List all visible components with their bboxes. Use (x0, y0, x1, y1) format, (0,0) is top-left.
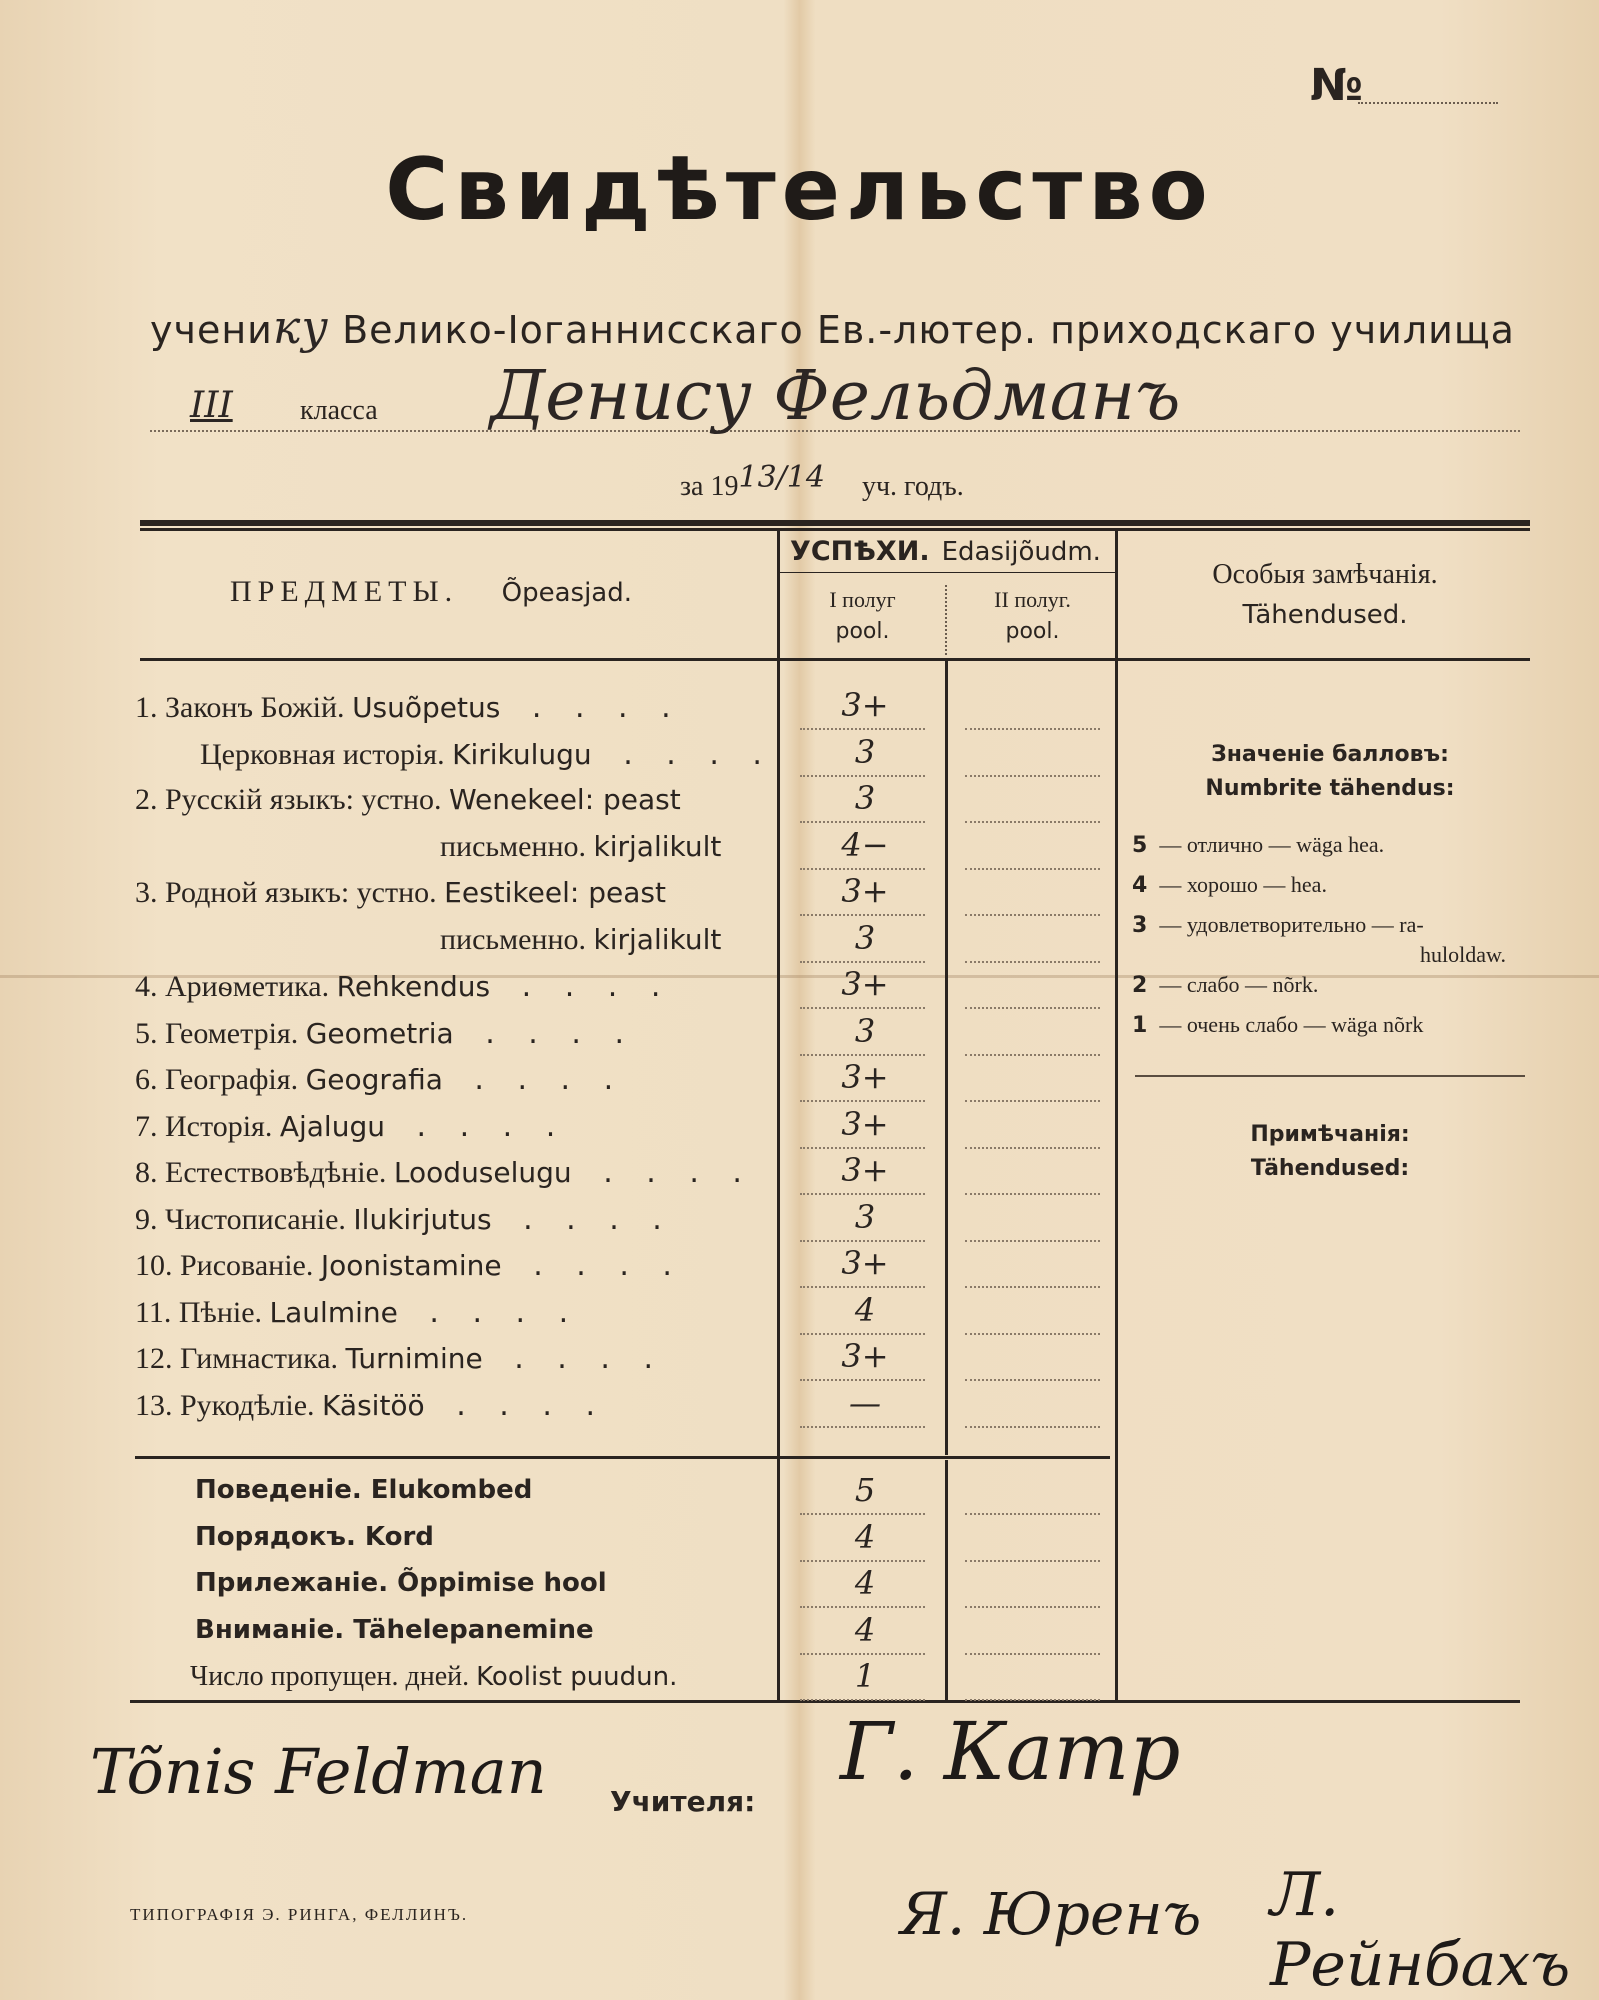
conduct-name-et: Kord (364, 1521, 434, 1552)
legend-item (1132, 972, 1318, 998)
school-line-prefix: учени (150, 308, 273, 352)
grade-line-half2 (965, 1193, 1100, 1195)
subject-name-et: kirjalikult (593, 829, 722, 863)
grade-line-half1 (800, 1054, 925, 1056)
grade-line-half1 (800, 1286, 925, 1288)
teacher2-signature: Я. Юренъ (900, 1880, 1202, 1948)
conduct-line-half1 (800, 1606, 925, 1608)
grade-line-half2 (965, 775, 1100, 777)
subject-name: 12. Гимнастика. (135, 1342, 339, 1375)
printer-imprint: ТИПОГРАФІЯ Э. РИНГА, ФЕЛЛИНЪ. (130, 1905, 469, 1924)
dot-leader: . . . . (434, 1387, 607, 1423)
grade-line-half2 (965, 1333, 1100, 1335)
subject-name-et: Ajalugu (279, 1109, 385, 1143)
conduct-line-half2 (965, 1513, 1100, 1515)
legend-text: — хорошо — hea. (1159, 872, 1327, 897)
grade-line-half2 (965, 1007, 1100, 1009)
legend-text: — слабо — nõrk. (1159, 972, 1319, 997)
number-mark: № (1310, 60, 1363, 111)
header-half1 (785, 584, 940, 648)
legend-number: 3 (1132, 913, 1148, 938)
grade-line-half1 (800, 1193, 925, 1195)
conduct-line-half1 (800, 1513, 925, 1515)
subject-row (135, 1248, 684, 1283)
subject-row (135, 783, 681, 817)
grade-line-half2 (965, 914, 1100, 916)
conduct-line-half1 (800, 1699, 925, 1701)
legend-item (1132, 912, 1424, 938)
col-divider-halves-lower (945, 1460, 948, 1700)
conduct-line-half2 (965, 1699, 1100, 1701)
col-divider-subjects (777, 530, 780, 1700)
subject-row (135, 1341, 665, 1376)
subject-name-et: kirjalikult (593, 922, 722, 956)
grade-line-half1 (800, 775, 925, 777)
subject-name: Церковная исторія. (200, 737, 445, 771)
conduct-row (195, 1615, 594, 1645)
grade-half1: 4 (854, 1290, 876, 1329)
dot-leader: . . . . (500, 969, 673, 1004)
col-divider-remarks (1115, 530, 1118, 1700)
legend-number: 4 (1132, 873, 1148, 898)
subject-name: 3. Родной языкъ: устно. (135, 876, 437, 909)
school-line-rest: Велико-Іоганнисскаго Ев.-лютер. приходскаго училища (329, 308, 1515, 352)
header-remarks-et: Tähendused. (1242, 600, 1408, 630)
conduct-grade: 4 (854, 1610, 876, 1649)
header-half1-ru: I полуг (829, 587, 896, 612)
grade-half1: 3+ (841, 1104, 889, 1143)
document-title: Свидѣтельство (385, 140, 1214, 240)
subject-row (440, 923, 721, 957)
legend-text: — очень слабо — wäga nõrk (1159, 1012, 1424, 1037)
grade-half1: 4− (841, 825, 889, 864)
conduct-name: Порядокъ. (195, 1521, 356, 1552)
grade-line-half1 (800, 1100, 925, 1102)
conduct-grade: 5 (854, 1471, 876, 1509)
grade-half1: 3+ (841, 872, 889, 910)
subject-row (135, 969, 672, 1004)
dot-leader: . . . . (452, 1062, 626, 1097)
grade-half1: 3+ (841, 686, 889, 724)
grade-line-half1 (800, 1007, 925, 1009)
subject-name: 5. Геометрія. (135, 1016, 299, 1050)
legend-text: — отлично — wäga hea. (1159, 832, 1385, 857)
grade-line-half1 (800, 728, 925, 730)
header-remarks-ru: Особыя замѣчанія. (1212, 559, 1438, 590)
grade-half1: 3 (854, 779, 876, 817)
legend-text: — удовлетворительно — ra- (1159, 912, 1424, 937)
subject-name: письменно. (440, 829, 587, 863)
grade-line-half2 (965, 1100, 1100, 1102)
table-top-rule (140, 520, 1530, 526)
subject-row (135, 1016, 636, 1051)
subject-row (135, 1388, 607, 1423)
grade-half1: 3 (854, 918, 876, 957)
subject-row (440, 830, 721, 864)
grade-line-half2 (965, 1240, 1100, 1242)
grade-line-half1 (800, 1379, 925, 1381)
subject-row (135, 690, 683, 725)
conduct-name-et: Tähelepanemine (353, 1614, 594, 1645)
legend-item (1132, 832, 1384, 858)
conduct-name: Прилежаніе. (195, 1568, 389, 1598)
subject-name: 8. Естествовѣдѣніе. (135, 1156, 387, 1189)
year-handwritten: 13/14 (738, 460, 825, 495)
conduct-line-half2 (965, 1653, 1100, 1655)
school-year-line (680, 460, 964, 503)
col-divider-halves (945, 660, 948, 1455)
grade-half1: 3+ (841, 1337, 889, 1375)
conduct-name-et: Õppimise hool (397, 1568, 607, 1598)
subject-name-et: Rehkendus (336, 970, 491, 1003)
legend-number: 5 (1132, 833, 1148, 858)
table-top-rule-thin (140, 528, 1530, 531)
subject-name-et: Laulmine (269, 1295, 398, 1329)
header-half2-et: pool. (1005, 619, 1060, 644)
subject-row (135, 1202, 674, 1237)
legend-text: huloldaw. (1420, 942, 1506, 967)
header-half2-ru: II полуг. (994, 587, 1071, 612)
subject-row (135, 1155, 754, 1190)
conduct-grade: 1 (854, 1657, 876, 1695)
subject-name-et: Usuõpetus (352, 691, 501, 724)
number-blank-line (1358, 102, 1498, 104)
grade-line-half2 (965, 1286, 1100, 1288)
conduct-line-half1 (800, 1560, 925, 1562)
teachers-label: Учителя: (610, 1785, 756, 1818)
conduct-row (195, 1475, 532, 1505)
grade-line-half1 (800, 1333, 925, 1335)
grade-line-half2 (965, 821, 1100, 823)
grade-line-half1 (800, 1426, 925, 1428)
conduct-name-et: Koolist puudun. (476, 1662, 678, 1692)
subject-name: 10. Рисованіе. (135, 1249, 314, 1282)
conduct-row (190, 1661, 677, 1693)
conduct-line-half2 (965, 1606, 1100, 1608)
dot-leader: . . . . (501, 1201, 674, 1237)
grade-line-half2 (965, 1147, 1100, 1149)
legend-number: 2 (1132, 973, 1148, 998)
grade-half1: 3+ (841, 965, 889, 1003)
header-success-ru: УСПѢХИ. (790, 536, 930, 567)
subject-name-et: Turnimine (345, 1342, 483, 1375)
legend-rule (1135, 1075, 1525, 1077)
legend-item (1420, 942, 1506, 968)
subject-name-et: Eestikeel: peast (444, 876, 666, 909)
subject-name: 7. Исторія. (135, 1109, 273, 1143)
subject-name: 6. Географія. (135, 1063, 299, 1096)
grade-half1: — (849, 1383, 881, 1422)
conduct-name-et: Elukombed (370, 1475, 533, 1505)
dot-leader: . . . . (394, 1108, 568, 1144)
grade-line-half1 (800, 868, 925, 870)
grade-half1: 3+ (841, 1151, 889, 1189)
subject-name-et: Joonistamine (320, 1249, 502, 1282)
subject-name: 11. Пѣніе. (135, 1295, 263, 1329)
conduct-grade: 4 (854, 1564, 876, 1602)
header-success (790, 536, 1101, 567)
grade-half1: 3 (854, 1197, 876, 1236)
legend-item (1132, 1012, 1423, 1038)
header-half2 (955, 584, 1110, 648)
class-label: класса (300, 395, 378, 426)
subject-name: 2. Русскій языкъ: устно. (135, 783, 442, 816)
grade-line-half2 (965, 1054, 1100, 1056)
conduct-line-half1 (800, 1653, 925, 1655)
notes-title-ru: Примѣчанія: (1250, 1122, 1410, 1147)
grade-half1: 3+ (841, 1244, 889, 1282)
parent-signature: Tõnis Feldman (90, 1735, 547, 1808)
grade-half1: 3+ (841, 1058, 889, 1096)
subject-row (200, 737, 774, 772)
legend-title-et: Numbrite tähendus: (1205, 776, 1455, 801)
subject-name-et: Kirikulugu (452, 737, 592, 771)
header-subjects (230, 575, 632, 609)
grade-half1: 3 (854, 1011, 876, 1050)
subject-row (135, 1062, 625, 1097)
teacher3-signature: Л. Рейнбахъ (1270, 1860, 1571, 2000)
header-success-et: Edasijõudm. (941, 537, 1101, 567)
conduct-name: Вниманіе. (195, 1614, 345, 1645)
table-header-rule (140, 658, 1530, 661)
class-student-line (150, 357, 1520, 436)
conduct-row (195, 1522, 434, 1552)
subject-name-et: Geometria (305, 1016, 454, 1050)
conduct-row (195, 1568, 607, 1598)
dot-leader: . . . . (601, 736, 774, 772)
grade-line-half2 (965, 728, 1100, 730)
notes-title-et: Tähendused: (1250, 1156, 1410, 1181)
success-subheader-rule (777, 572, 1115, 573)
class-number: III (190, 385, 233, 426)
legend-title (1120, 738, 1540, 806)
dot-leader: . . . . (492, 1341, 665, 1376)
student-name: Денису Фельдманъ (490, 357, 1181, 436)
grade-line-half1 (800, 961, 925, 963)
grade-line-half1 (800, 914, 925, 916)
conduct-name: Поведеніе. (195, 1475, 362, 1505)
grade-line-half1 (800, 1240, 925, 1242)
school-line-handwritten-suffix: ку (272, 300, 330, 354)
dot-leader: . . . . (511, 1248, 684, 1283)
dot-leader: . . . . (581, 1155, 754, 1190)
dot-leader: . . . . (510, 690, 683, 725)
subject-row (135, 1295, 580, 1330)
subject-name-et: Ilukirjutus (353, 1202, 492, 1236)
subject-name: письменно. (440, 922, 587, 956)
grade-line-half2 (965, 1379, 1100, 1381)
subject-name-et: Käsitöö (322, 1388, 425, 1422)
grade-line-half2 (965, 1426, 1100, 1428)
subject-name-et: Geografia (305, 1063, 443, 1096)
legend-number: 1 (1132, 1013, 1148, 1038)
header-half1-et: pool. (835, 619, 890, 644)
col-divider-halves-header (945, 585, 947, 655)
notes-title (1120, 1118, 1540, 1186)
subject-row (135, 1109, 567, 1144)
grade-line-half1 (800, 1147, 925, 1149)
subject-name: 4. Ариѳметика. (135, 970, 330, 1003)
subject-row (135, 876, 666, 910)
school-line (150, 300, 1515, 354)
header-remarks (1125, 555, 1525, 635)
subject-name: 9. Чистописаніе. (135, 1202, 346, 1236)
legend-title-ru: Значеніе балловъ: (1211, 742, 1449, 767)
subject-name-et: Wenekeel: peast (449, 783, 681, 816)
legend-item (1132, 872, 1327, 898)
grade-line-half1 (800, 821, 925, 823)
header-subjects-et: Õpeasjad. (501, 578, 633, 608)
subject-name: 1. Законъ Божій. (135, 691, 345, 724)
conduct-name: Число пропущен. дней. (190, 1661, 470, 1692)
dot-leader: . . . . (407, 1294, 581, 1330)
header-subjects-ru: ПРЕДМЕТЫ. (230, 575, 459, 608)
grade-line-half2 (965, 868, 1100, 870)
conduct-top-rule (135, 1456, 1110, 1459)
year-prefix: за 19 (680, 471, 739, 502)
dot-leader: . . . . (463, 1015, 636, 1051)
subject-name: 13. Рукодѣліе. (135, 1388, 315, 1422)
grade-half1: 3 (854, 732, 876, 771)
subject-name-et: Looduselugu (393, 1156, 572, 1189)
teacher1-signature: Г. Катр (840, 1705, 1181, 1798)
conduct-line-half2 (965, 1560, 1100, 1562)
grade-line-half2 (965, 961, 1100, 963)
conduct-grade: 4 (854, 1517, 876, 1556)
year-suffix: уч. годъ. (861, 471, 964, 502)
